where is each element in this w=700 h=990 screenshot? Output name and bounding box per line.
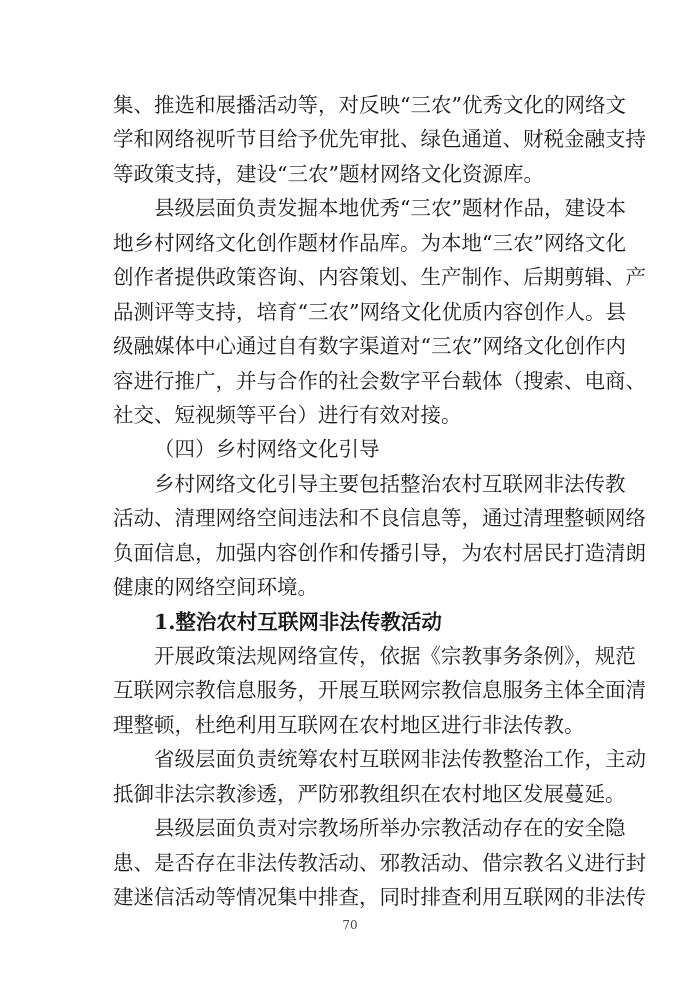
text-line: 级融媒体中心通过自有数字渠道对“三农”网络文化创作内: [113, 334, 626, 359]
text-line: 互联网宗教信息服务，开展互联网宗教信息服务主体全面清: [113, 678, 646, 703]
subsection-heading: [113, 432, 594, 466]
document-body: [113, 88, 646, 915]
text-line: 健康的网络空间环境。: [113, 575, 318, 600]
paragraph: [113, 639, 646, 742]
text-line: 负面信息，加强内容创作和传播引导，为农村居民打造清朗: [113, 540, 646, 565]
text-line: 创作者提供政策咨询、内容策划、生产制作、后期剪辑、产: [113, 265, 646, 290]
paragraph: [113, 88, 646, 191]
paragraph: [113, 467, 646, 605]
text-line: 省级层面负责统筹农村互联网非法传教整治工作，主动: [154, 747, 646, 772]
text-line: 开展政策法规网络宣传，依据《宗教事务条例》，规范: [154, 644, 636, 668]
text-line: 等政策支持，建设“三农”题材网络文化资源库。: [113, 161, 544, 186]
text-line: 学和网络视听节目给予优先审批、绿色通道、财税金融支持: [113, 127, 646, 152]
text-line: 患、是否存在非法传教活动、邪教活动、借宗教名义进行封: [113, 850, 646, 875]
text-line: 集、推选和展播活动等，对反映“三农”优秀文化的网络文: [113, 93, 626, 117]
text-line: 活动、清理网络空间违法和不良信息等，通过清理整顿网络: [113, 506, 646, 531]
text-line: 抵御非法宗教渗透，严防邪教组织在农村地区发展蔓延。: [113, 781, 626, 806]
text-line: 地乡村网络文化创作题材作品库。为本地“三农”网络文化: [113, 230, 626, 255]
text-line: 社交、短视频等平台）进行有效对接。: [113, 402, 462, 427]
text-line: 1.整治农村互联网非法传教活动: [154, 609, 442, 634]
text-line: 容进行推广，并与合作的社会数字平台载体（搜索、电商、: [113, 368, 646, 393]
text-line: 县级层面负责发掘本地优秀“三农”题材作品，建设本: [154, 196, 626, 221]
paragraph: [113, 811, 646, 914]
text-line: 品测评等支持，培育“三农”网络文化优质内容创作人。县: [113, 299, 626, 324]
paragraph: [113, 742, 646, 811]
page-number: 70: [342, 918, 358, 932]
text-line: 县级层面负责对宗教场所举办宗教活动存在的安全隐: [154, 816, 626, 841]
text-line: （四）乡村网络文化引导: [154, 437, 380, 462]
paragraph: [113, 191, 646, 432]
text-line: 建迷信活动等情况集中排查，同时排查利用互联网的非法传: [113, 885, 646, 910]
text-line: 乡村网络文化引导主要包括整治农村互联网非法传教: [154, 471, 626, 496]
section-heading: [113, 605, 594, 639]
text-line: 理整顿，杜绝利用互联网在农村地区进行非法传教。: [113, 712, 585, 737]
